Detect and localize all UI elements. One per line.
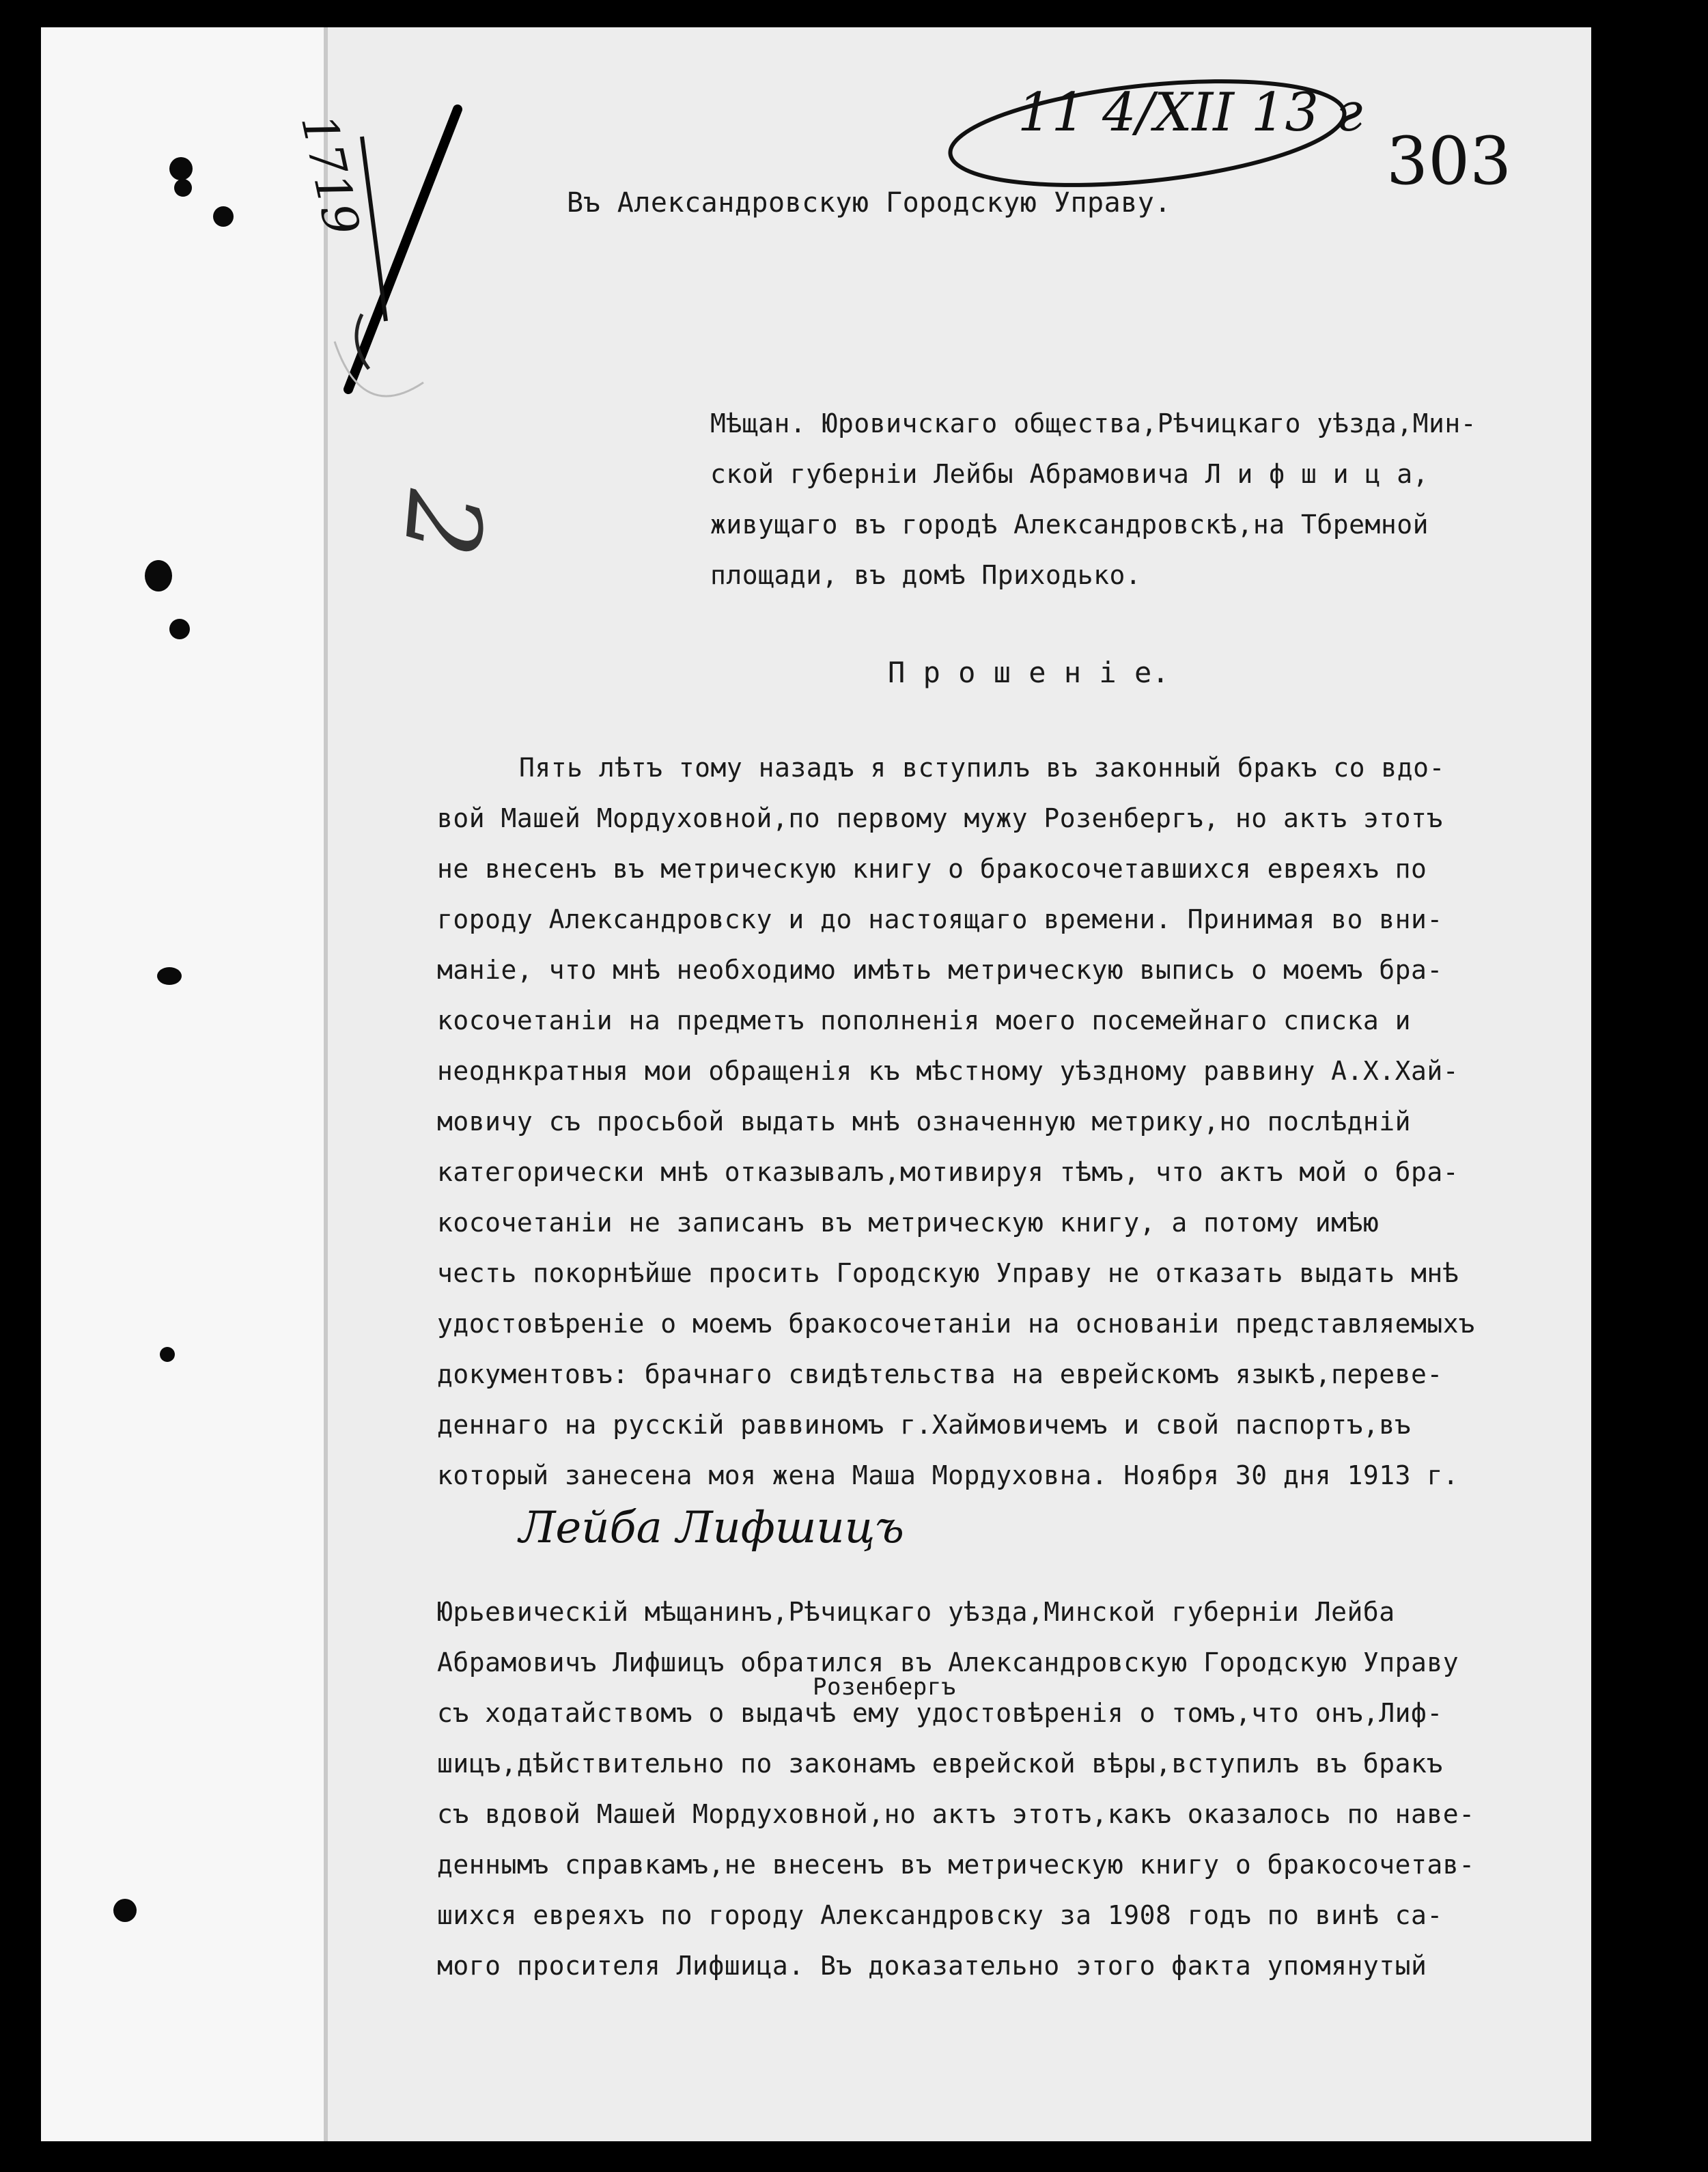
petition-line: Пять лѣтъ тому назадъ я вступилъ въ законный бракъ со вдо- bbox=[519, 753, 1445, 783]
inserted-word: Розенбергъ bbox=[813, 1673, 956, 1701]
resolution-line: съ ходатайствомъ о выдачѣ ему удостовѣренія о томъ,что онъ,Лиф- bbox=[437, 1698, 1443, 1728]
petition-line: категорически мнѣ отказывалъ,мотивируя тѣмъ, что актъ мой о бра- bbox=[437, 1157, 1459, 1187]
petition-line: вой Машей Мордуховной,по первому мужу Розенбергъ, но актъ этотъ bbox=[437, 803, 1443, 833]
addressee: Въ Александровскую Городскую Управу. bbox=[567, 187, 1171, 219]
sender-line: площади, въ домѣ Приходько. bbox=[710, 560, 1142, 590]
document-title: П р о ш е н і е. bbox=[888, 656, 1170, 689]
petition-line: косочетаніи на предметъ пополненія моего посемейнаго списка и bbox=[437, 1005, 1412, 1035]
binding-hole bbox=[157, 967, 182, 985]
resolution-line: Юрьевическій мѣщанинъ,Рѣчицкаго уѣзда,Минской губерніи Лейба bbox=[437, 1597, 1395, 1627]
resolution-line: мого просителя Лифшица. Въ доказательно этого факта упомянутый bbox=[437, 1951, 1427, 1981]
petition-line: косочетаніи не записанъ въ метрическую книгу, а потому имѣю bbox=[437, 1208, 1380, 1238]
petition-line: маніе, что мнѣ необходимо имѣть метрическую выпись о моемъ бра- bbox=[437, 955, 1443, 985]
resolution-line: шицъ,дѣйствительно по законамъ еврейской вѣры,вступилъ въ бракъ bbox=[437, 1749, 1443, 1779]
binding-hole bbox=[160, 1347, 175, 1362]
binding-hole bbox=[169, 619, 190, 639]
sender-line: Мѣщан. Юровичскаго общества,Рѣчицкаго уѣзда,Мин- bbox=[710, 408, 1477, 438]
sender-line: живущаго въ городѣ Александровскѣ,на Тбремной bbox=[710, 510, 1429, 540]
page-number: 303 bbox=[1386, 123, 1512, 199]
petition-line: неоднкратныя мои обращенія къ мѣстному уѣздному раввину А.Х.Хай- bbox=[437, 1056, 1459, 1086]
resolution-line: съ вдовой Машей Мордуховной,но актъ этотъ,какъ оказалось по наве- bbox=[437, 1799, 1475, 1829]
binding-hole bbox=[145, 560, 172, 591]
petition-line: мовичу съ просьбой выдать мнѣ означенную метрику,но послѣдній bbox=[437, 1106, 1412, 1137]
stamp-number: 11 4/XII 13 г bbox=[1018, 82, 1363, 143]
petition-line: не внесенъ въ метрическую книгу о бракосочетавшихся евреяхъ по bbox=[437, 854, 1427, 884]
petition-line: деннаго на русскій раввиномъ г.Хаймовичемъ и свой паспортъ,въ bbox=[437, 1410, 1412, 1440]
petition-line: городу Александровску и до настоящаго времени. Принимая во вни- bbox=[437, 904, 1443, 934]
signature: Лейба Лифшицъ bbox=[519, 1503, 904, 1553]
petition-line: честь покорнѣйше просить Городскую Управу не отказать выдать мнѣ bbox=[437, 1258, 1459, 1288]
sender-line: ской губерніи Лейбы Абрамовича Л и ф ш и ц а, bbox=[710, 459, 1429, 489]
margin-rotated-mark: 2 bbox=[380, 486, 505, 562]
resolution-line: Абрамовичъ Лифшицъ обратился въ Александровскую Городскую Управу bbox=[437, 1647, 1459, 1677]
resolution-line: деннымъ справкамъ,не внесенъ въ метрическую книгу о бракосочетав- bbox=[437, 1850, 1475, 1880]
resolution-line: шихся евреяхъ по городу Александровску за 1908 годъ по винѣ са- bbox=[437, 1900, 1443, 1930]
binding-hole bbox=[174, 179, 192, 197]
margin-number: 1719 bbox=[290, 109, 371, 240]
petition-line: который занесена моя жена Маша Мордуховна. Ноября 30 дня 1913 г. bbox=[437, 1460, 1459, 1490]
petition-line: удостовѣреніе о моемъ бракосочетаніи на основаніи представляемыхъ bbox=[437, 1309, 1475, 1339]
left-margin-strip bbox=[41, 27, 328, 2141]
petition-line: документовъ: брачнаго свидѣтельства на еврейскомъ языкѣ,переве- bbox=[437, 1359, 1443, 1389]
binding-hole bbox=[113, 1899, 137, 1922]
binding-hole bbox=[213, 206, 234, 227]
binding-hole bbox=[169, 157, 193, 180]
